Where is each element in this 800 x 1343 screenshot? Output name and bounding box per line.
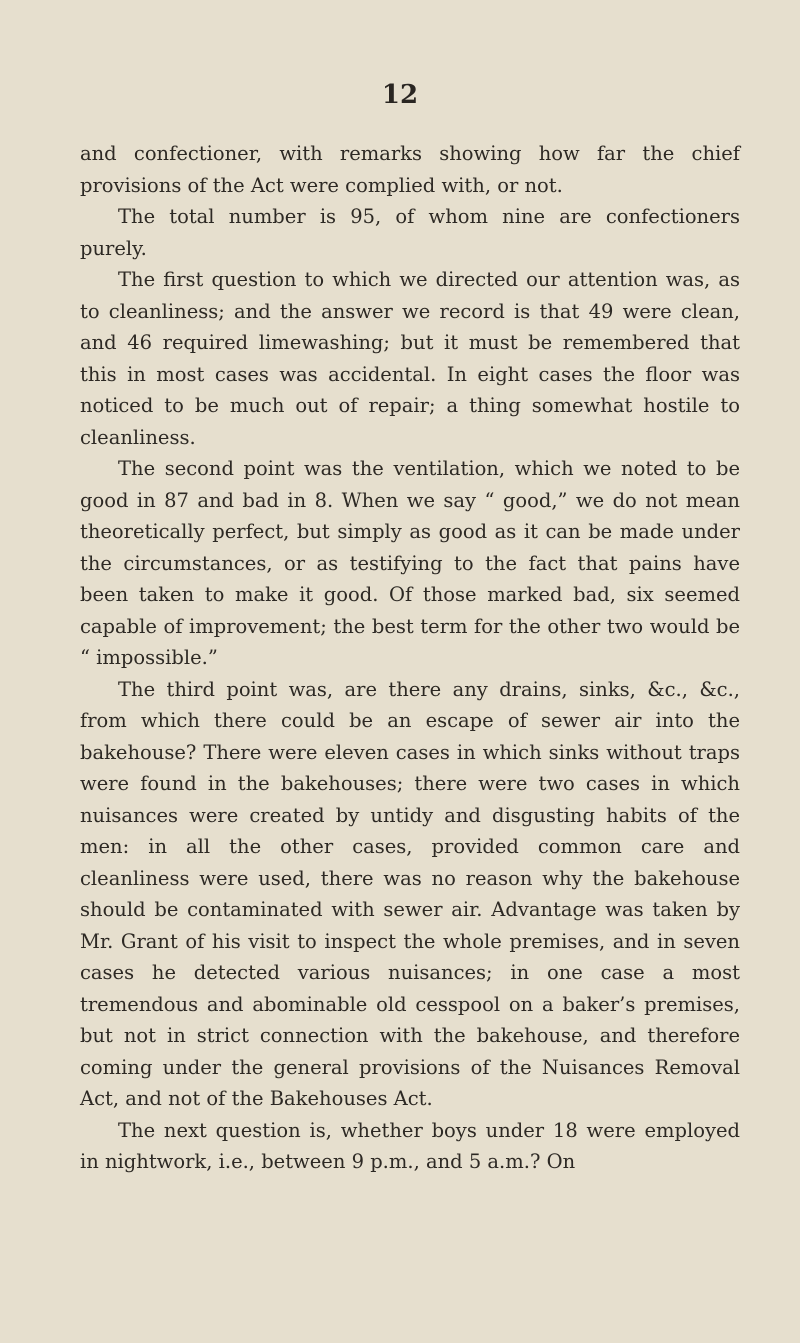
paragraph-cleanliness: The first question to which we directed our attention was, as to cleanliness; and the answer we record is that 49 were clean, and 46 required limewashing; but it must be remembered that this in most cases was accidental. In eight cases the floor was noticed to be much out of repair; a thing somewhat hostile to cleanliness. (80, 268, 740, 449)
page-number: 12 (381, 80, 419, 110)
paragraph-nightwork: The next question is, whether boys under 18 were employed in nightwork, i.e., between 9 p.m., and 5 a.m.? On (80, 1118, 740, 1173)
body-text (80, 138, 740, 1178)
paragraph-total-number: The total number is 95, of whom nine are confectioners purely. (80, 205, 740, 260)
paragraph-continuation: and confectioner, with remarks showing how far the chief provisions of the Act were complied with, or not. (80, 142, 740, 197)
paragraph-ventilation: The second point was the ventilation, which we noted to be good in 87 and bad in 8. When we say “ good,” we do not mean theoretically perfect, but simply as good as it can be made under the circumstances, or as testifying to the fact that pains have been taken to make it good. Of those marked bad, six seemed capable of improvement; the best term for the other two would be “ impossible.” (80, 457, 740, 669)
paragraph-drains: The third point was, are there any drains, sinks, &c., &c., from which there could be an escape of sewer air into the bakehouse? There were eleven cases in which sinks without traps were found in the bakehouses; there were two cases in which nuisances were created by untidy and disgusting habits of the men: in all the other cases, provided common care and cleanliness were used, there was no reason why the bakehouse should be contaminated with sewer air. Advantage was taken by Mr. Grant of his visit to inspect the whole premises, and in seven cases he detected various nuisances; in one case a most tremendous and abominable old cesspool on a baker’s premises, but not in strict connection with the bakehouse, and therefore coming under the general provisions of the Nuisances Removal Act, and not of the Bakehouses Act. (80, 677, 740, 1110)
